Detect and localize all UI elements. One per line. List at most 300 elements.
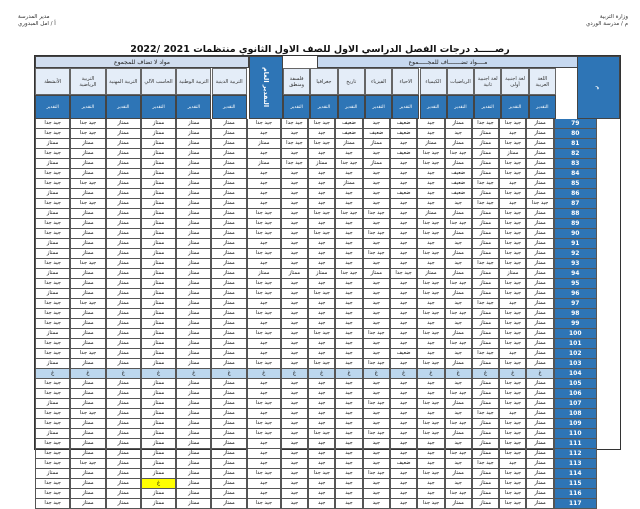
ministry-line: وزارة التربية: [599, 14, 628, 20]
grade-cell: ممتاز: [472, 249, 499, 259]
grade-cell: جيد جدا: [281, 159, 308, 169]
table-row: [35, 119, 622, 129]
student-number-cell: 81: [554, 139, 597, 149]
grade-cell: جيد: [308, 409, 335, 419]
grade-cell: ممتاز: [70, 389, 105, 399]
grade-cell: ممتاز: [472, 169, 499, 179]
grade-cell: ممتاز: [526, 359, 553, 369]
grade-cell: ممتاز: [141, 129, 176, 139]
grade-cell: جيد جدا: [445, 339, 472, 349]
grade-cell: جيد جدا: [70, 299, 105, 309]
grade-cell: جيد: [335, 219, 362, 229]
table-row: [35, 449, 622, 459]
grade-cell: جيد جدا: [472, 199, 499, 209]
grade-cell: جيد: [308, 219, 335, 229]
grade-cell: ممتاز: [211, 229, 246, 239]
grade-cell: ممتاز: [176, 459, 211, 469]
grade-cell: جيد: [445, 459, 472, 469]
grade-cell: ممتاز: [335, 179, 362, 189]
overall-grade-cell: جيد: [247, 129, 281, 139]
grade-cell: جيد: [363, 279, 390, 289]
grade-cell: ممتاز: [526, 479, 553, 489]
grade-cell: ممتاز: [141, 209, 176, 219]
grade-cell: جيد: [499, 409, 526, 419]
grade-cell: ممتاز: [526, 309, 553, 319]
grade-cell: ممتاز: [445, 429, 472, 439]
grade-cell: جيد: [335, 489, 362, 499]
grade-cell: ممتاز: [141, 289, 176, 299]
grade-cell: ممتاز: [472, 219, 499, 229]
grade-cell: جيد: [390, 229, 417, 239]
grade-cell: جيد جدا: [35, 479, 70, 489]
overall-grade-cell: جيد: [247, 199, 281, 209]
grade-cell: جيد: [363, 119, 390, 129]
grade-cell: ممتاز: [141, 299, 176, 309]
grade-cell: ممتاز: [106, 249, 141, 259]
grade-cell: ممتاز: [141, 329, 176, 339]
grade-cell: ممتاز: [141, 319, 176, 329]
grade-cell: جيد: [417, 439, 444, 449]
grade-cell: ممتاز: [141, 419, 176, 429]
grade-cell: ممتاز: [472, 149, 499, 159]
grade-cell: جيد: [308, 499, 335, 509]
grade-cell: جيد جدا: [499, 319, 526, 329]
counted-subject-header: جغرافيا: [310, 68, 337, 95]
grade-cell: جيد جدا: [35, 339, 70, 349]
grade-cell: جيد: [417, 349, 444, 359]
grade-cell: ممتاز: [472, 389, 499, 399]
grade-cell: جيد: [308, 439, 335, 449]
grade-cell: جيد: [417, 479, 444, 489]
grade-cell: ممتاز: [445, 139, 472, 149]
table-row: [35, 319, 622, 329]
grades-table: [35, 119, 622, 509]
grade-cell: جيد جدا: [35, 149, 70, 159]
grade-cell: جيد: [390, 139, 417, 149]
grade-label-header: التقدير: [70, 95, 105, 119]
student-number-cell: 90: [554, 229, 597, 239]
grade-cell: ممتاز: [211, 209, 246, 219]
grade-cell: ممتاز: [106, 189, 141, 199]
grade-cell: جيد جدا: [35, 439, 70, 449]
grade-cell: جيد: [335, 469, 362, 479]
grade-cell: جيد جدا: [35, 449, 70, 459]
grade-cell: ضعيف: [390, 189, 417, 199]
student-number-cell: 85: [554, 179, 597, 189]
grade-cell: جيد: [281, 439, 308, 449]
grade-cell: غ: [499, 369, 526, 379]
grade-cell: جيد: [281, 299, 308, 309]
grade-cell: ممتاز: [472, 439, 499, 449]
grade-cell: جيد جدا: [417, 359, 444, 369]
grade-cell: جيد: [281, 189, 308, 199]
grade-cell: جيد جدا: [417, 419, 444, 429]
grade-cell: جيد جدا: [35, 409, 70, 419]
grade-cell: جيد جدا: [499, 389, 526, 399]
overall-grade-cell: جيد: [247, 459, 281, 469]
overall-grade-cell: جيد جدا: [247, 219, 281, 229]
grade-cell: ممتاز: [526, 269, 553, 279]
grade-cell: جيد: [335, 479, 362, 489]
grade-cell: ممتاز: [526, 159, 553, 169]
grade-cell: جيد جدا: [308, 329, 335, 339]
grade-cell: ممتاز: [176, 239, 211, 249]
grade-cell: ممتاز: [70, 209, 105, 219]
grade-cell: ممتاز: [472, 239, 499, 249]
grade-cell: جيد: [390, 469, 417, 479]
grade-cell: جيد جدا: [35, 459, 70, 469]
grade-cell: جيد: [308, 239, 335, 249]
grade-cell: جيد: [281, 279, 308, 289]
grade-cell: جيد جدا: [308, 289, 335, 299]
table-row: [35, 419, 622, 429]
grade-cell: جيد: [335, 169, 362, 179]
overall-grade-cell: جيد جدا: [247, 469, 281, 479]
grade-cell: جيد: [335, 339, 362, 349]
grade-cell: ممتاز: [70, 229, 105, 239]
grade-cell: جيد جدا: [417, 219, 444, 229]
grade-cell: ممتاز: [526, 439, 553, 449]
overall-grade-cell: جيد جدا: [247, 229, 281, 239]
grade-cell: ممتاز: [141, 409, 176, 419]
grade-cell: جيد: [335, 279, 362, 289]
grade-cell: جيد جدا: [308, 469, 335, 479]
table-row: [35, 239, 622, 249]
grade-cell: ممتاز: [141, 159, 176, 169]
grade-cell: جيد جدا: [308, 119, 335, 129]
grade-cell: جيد: [417, 169, 444, 179]
grade-cell: ممتاز: [526, 149, 553, 159]
overall-grade-cell: جيد: [247, 389, 281, 399]
student-number-cell: 89: [554, 219, 597, 229]
grade-cell: جيد جدا: [499, 379, 526, 389]
grade-cell: ممتاز: [211, 389, 246, 399]
grade-cell: غ: [363, 369, 390, 379]
grade-cell: جيد جدا: [499, 469, 526, 479]
grade-cell: ممتاز: [141, 349, 176, 359]
grade-cell: جيد: [417, 489, 444, 499]
overall-grade-cell: جيد جدا: [247, 209, 281, 219]
grade-cell: جيد جدا: [35, 219, 70, 229]
grade-cell: جيد جدا: [281, 139, 308, 149]
grade-cell: ممتاز: [106, 269, 141, 279]
grade-cell: ممتاز: [445, 209, 472, 219]
grade-cell: ممتاز: [526, 279, 553, 289]
grade-cell: جيد جدا: [417, 229, 444, 239]
grade-cell: ممتاز: [70, 169, 105, 179]
grade-cell: جيد جدا: [70, 199, 105, 209]
grade-cell: غ: [281, 369, 308, 379]
grade-cell: ممتاز: [445, 499, 472, 509]
grade-cell: جيد: [363, 419, 390, 429]
table-row: [35, 299, 622, 309]
grade-cell: جيد جدا: [445, 219, 472, 229]
grade-cell: جيد: [390, 319, 417, 329]
grade-cell: ممتاز: [211, 459, 246, 469]
grade-cell: ممتاز: [526, 499, 553, 509]
grade-cell: ممتاز: [70, 269, 105, 279]
grade-cell: جيد: [281, 209, 308, 219]
grade-cell: جيد جدا: [35, 169, 70, 179]
grade-cell: ممتاز: [308, 269, 335, 279]
grade-cell: جيد: [390, 489, 417, 499]
table-row: [35, 259, 622, 269]
grade-cell: جيد: [390, 419, 417, 429]
grade-cell: جيد: [281, 309, 308, 319]
grade-cell: ضعيف: [390, 459, 417, 469]
student-number-cell: 107: [554, 399, 597, 409]
grade-cell: جيد جدا: [499, 359, 526, 369]
grade-cell: ممتاز: [106, 469, 141, 479]
grade-cell: ممتاز: [176, 439, 211, 449]
grade-cell: جيد: [363, 219, 390, 229]
grade-cell: ممتاز: [176, 309, 211, 319]
grade-cell: جيد: [308, 299, 335, 309]
grade-cell: ممتاز: [445, 329, 472, 339]
table-row: [35, 229, 622, 239]
table-row: [35, 399, 622, 409]
grade-cell: جيد: [417, 119, 444, 129]
grade-cell: ممتاز: [211, 329, 246, 339]
grade-cell: جيد: [335, 319, 362, 329]
grade-cell: ممتاز: [526, 169, 553, 179]
table-row: [35, 339, 622, 349]
grade-cell: جيد: [390, 259, 417, 269]
grades-sheet: [34, 55, 621, 507]
grade-cell: جيد جدا: [35, 259, 70, 269]
grade-cell: ممتاز: [211, 189, 246, 199]
grade-cell: غ: [335, 369, 362, 379]
grade-cell: ممتاز: [211, 319, 246, 329]
grade-cell: ممتاز: [472, 469, 499, 479]
grade-cell: ممتاز: [472, 379, 499, 389]
overall-grade-cell: جيد جدا: [247, 419, 281, 429]
grade-cell: ممتاز: [106, 379, 141, 389]
grade-cell: ضعيف: [390, 149, 417, 159]
grade-cell: ممتاز: [472, 279, 499, 289]
grade-cell: ممتاز: [526, 209, 553, 219]
grade-cell: جيد: [363, 349, 390, 359]
overall-grade-cell: جيد جدا: [247, 309, 281, 319]
overall-grade-header: التقدير العام: [249, 56, 283, 119]
grade-cell: جيد: [335, 409, 362, 419]
table-row: [35, 289, 622, 299]
grade-cell: ممتاز: [106, 209, 141, 219]
grade-cell: ممتاز: [526, 179, 553, 189]
overall-grade-cell: جيد: [247, 189, 281, 199]
grade-cell: ضعيف: [335, 119, 362, 129]
student-number-cell: 93: [554, 259, 597, 269]
overall-grade-cell: جيد: [247, 179, 281, 189]
student-number-cell: 102: [554, 349, 597, 359]
grade-cell: غ: [106, 369, 141, 379]
grade-cell: جيد: [417, 389, 444, 399]
grade-cell: جيد: [390, 409, 417, 419]
grade-cell: ممتاز: [445, 469, 472, 479]
grade-cell: جيد: [308, 149, 335, 159]
grade-cell: جيد: [445, 239, 472, 249]
grade-cell: ممتاز: [472, 129, 499, 139]
grade-cell: جيد جدا: [35, 389, 70, 399]
grade-cell: ممتاز: [445, 119, 472, 129]
grade-cell: جيد: [499, 199, 526, 209]
grade-cell: ممتاز: [211, 419, 246, 429]
grade-cell: جيد: [445, 379, 472, 389]
grade-cell: جيد: [335, 379, 362, 389]
grade-label-header: التقدير: [310, 95, 337, 119]
grade-cell: جيد: [281, 399, 308, 409]
grade-cell: جيد: [281, 289, 308, 299]
grade-cell: ممتاز: [308, 159, 335, 169]
grade-cell: ممتاز: [445, 249, 472, 259]
school-header: [586, 14, 628, 28]
grade-cell: جيد: [308, 399, 335, 409]
not-counted-subject-header: الحاسب الآلي: [141, 68, 176, 95]
grade-cell: ممتاز: [70, 379, 105, 389]
grade-cell: جيد: [363, 339, 390, 349]
grade-cell: جيد جدا: [472, 459, 499, 469]
overall-grade-cell: جيد: [247, 299, 281, 309]
grade-cell: جيد: [390, 199, 417, 209]
grade-cell: جيد جدا: [363, 249, 390, 259]
counted-subject-header: تاريخ: [338, 68, 365, 95]
grade-cell: جيد جدا: [499, 329, 526, 339]
table-row: [35, 149, 622, 159]
grade-cell: جيد: [390, 179, 417, 189]
student-number-cell: 113: [554, 459, 597, 469]
grade-cell: ممتاز: [106, 289, 141, 299]
grade-cell: جيد: [308, 479, 335, 489]
grade-cell: ممتاز: [70, 479, 105, 489]
grade-cell: ممتاز: [176, 409, 211, 419]
grade-cell: جيد جدا: [417, 279, 444, 289]
grade-cell: ممتاز: [70, 419, 105, 429]
grade-cell: جيد جدا: [445, 449, 472, 459]
grade-cell: ممتاز: [70, 289, 105, 299]
grade-cell: ممتاز: [211, 269, 246, 279]
grade-cell: ممتاز: [141, 439, 176, 449]
grade-cell: ضعيف: [335, 129, 362, 139]
grade-cell: ممتاز: [211, 279, 246, 289]
grade-cell: جيد: [281, 149, 308, 159]
grade-cell: ممتاز: [141, 499, 176, 509]
grade-label-header: التقدير: [283, 95, 310, 119]
grade-cell: ممتاز: [472, 489, 499, 499]
grade-cell: غ: [472, 369, 499, 379]
grade-cell: ممتاز: [211, 499, 246, 509]
grade-cell: جيد: [335, 289, 362, 299]
grade-cell: جيد جدا: [390, 269, 417, 279]
grade-cell: ممتاز: [211, 259, 246, 269]
grade-cell: ممتاز: [211, 439, 246, 449]
grade-cell: جيد جدا: [363, 429, 390, 439]
grade-cell: جيد: [335, 229, 362, 239]
grade-cell: جيد جدا: [499, 339, 526, 349]
grade-cell: جيد: [363, 459, 390, 469]
grade-cell: جيد: [363, 189, 390, 199]
grade-cell: ممتاز: [176, 299, 211, 309]
grade-label-header: التقدير: [474, 95, 501, 119]
grade-cell: جيد: [417, 189, 444, 199]
grade-cell: ممتاز: [106, 439, 141, 449]
grade-cell: جيد: [417, 129, 444, 139]
grade-cell: جيد جدا: [70, 119, 105, 129]
grade-cell: ممتاز: [35, 329, 70, 339]
grade-cell: ممتاز: [106, 329, 141, 339]
grade-cell: جيد جدا: [445, 489, 472, 499]
grade-cell: ممتاز: [526, 349, 553, 359]
grade-cell: جيد: [417, 259, 444, 269]
table-row: [35, 379, 622, 389]
overall-grade-cell: جيد: [247, 169, 281, 179]
grade-cell: جيد: [390, 159, 417, 169]
overall-grade-cell: ممتاز: [247, 269, 281, 279]
grade-cell: جيد: [390, 359, 417, 369]
grade-cell: ممتاز: [141, 459, 176, 469]
grade-cell: ممتاز: [176, 429, 211, 439]
grade-cell: ممتاز: [106, 149, 141, 159]
grade-cell: ممتاز: [281, 269, 308, 279]
grade-cell: ممتاز: [176, 269, 211, 279]
grade-cell: جيد: [281, 249, 308, 259]
grade-cell: جيد: [363, 239, 390, 249]
grade-cell: جيد جدا: [472, 349, 499, 359]
student-number-cell: 101: [554, 339, 597, 349]
grade-cell: ممتاز: [211, 199, 246, 209]
grade-cell: ممتاز: [211, 429, 246, 439]
grade-cell: جيد جدا: [445, 419, 472, 429]
grade-cell: جيد: [390, 379, 417, 389]
grade-cell: ممتاز: [106, 339, 141, 349]
grade-cell: ممتاز: [417, 139, 444, 149]
grade-cell: ممتاز: [176, 419, 211, 429]
grade-cell: جيد: [308, 249, 335, 259]
grade-cell: جيد: [335, 189, 362, 199]
grade-cell: جيد جدا: [499, 139, 526, 149]
grade-cell: جيد: [335, 389, 362, 399]
grade-cell: ممتاز: [106, 119, 141, 129]
grade-cell: ممتاز: [472, 209, 499, 219]
student-number-cell: 94: [554, 269, 597, 279]
grade-cell: ممتاز: [176, 339, 211, 349]
grade-cell: غ: [211, 369, 246, 379]
grade-cell: ممتاز: [141, 149, 176, 159]
overall-grade-cell: جيد جدا: [247, 289, 281, 299]
grade-cell: ممتاز: [176, 379, 211, 389]
grade-cell: ممتاز: [35, 399, 70, 409]
grade-cell: ممتاز: [106, 489, 141, 499]
grade-cell: ممتاز: [526, 379, 553, 389]
grade-cell: جيد جدا: [70, 129, 105, 139]
overall-grade-cell: جيد: [247, 349, 281, 359]
grade-cell: جيد: [281, 389, 308, 399]
grade-cell: جيد: [335, 249, 362, 259]
grade-cell: ممتاز: [70, 469, 105, 479]
grade-cell: ممتاز: [472, 359, 499, 369]
not-counted-subject-header: التربية الدينية: [212, 68, 247, 95]
grade-cell: ممتاز: [211, 479, 246, 489]
student-number-cell: 87: [554, 199, 597, 209]
grade-cell: جيد: [445, 349, 472, 359]
grade-cell: جيد: [308, 389, 335, 399]
grade-cell: ممتاز: [526, 319, 553, 329]
table-row: [35, 389, 622, 399]
grade-label-header: التقدير: [447, 95, 474, 119]
table-row: [35, 439, 622, 449]
grade-cell: ممتاز: [106, 299, 141, 309]
grade-cell: جيد: [281, 469, 308, 479]
grade-label-header: التقدير: [212, 95, 247, 119]
